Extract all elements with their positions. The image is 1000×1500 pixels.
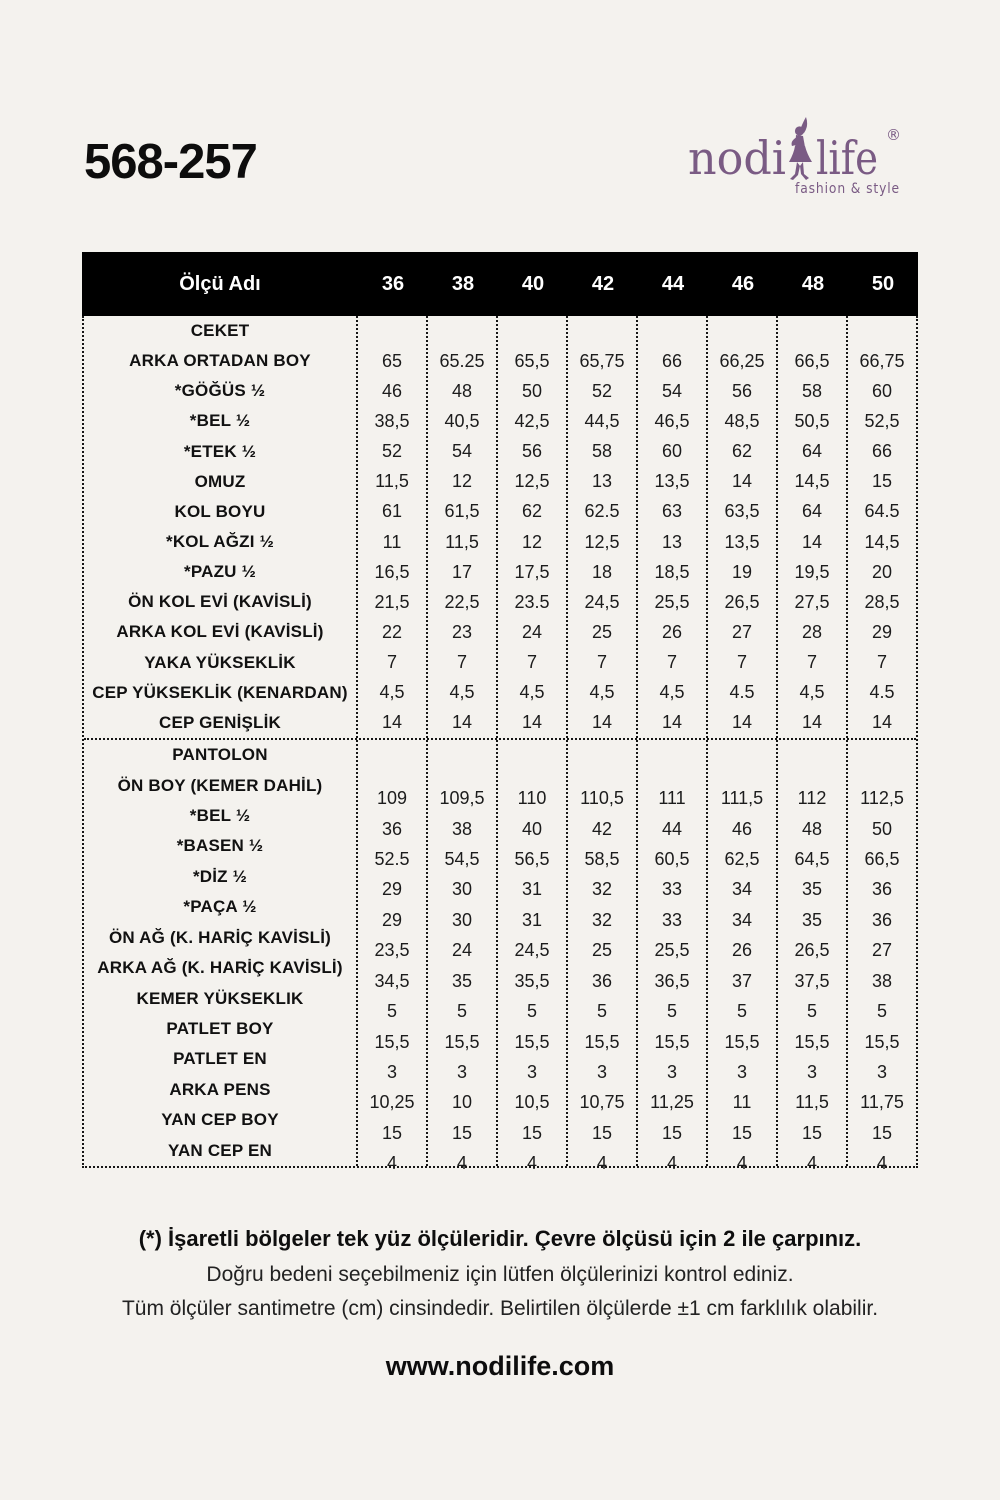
size-value-cell: 7 — [876, 652, 887, 673]
size-value-cell: 4,5 — [659, 682, 685, 703]
row-label: YAN CEP EN — [167, 1140, 273, 1160]
size-value-cell: 25,5 — [654, 591, 690, 612]
table-section-ceket — [84, 316, 916, 738]
table-section-pantolon — [84, 738, 916, 1174]
row-label: OMUZ — [194, 471, 246, 491]
logo-tagline: fashion & style — [795, 181, 900, 197]
size-value-cell: 17,5 — [514, 561, 550, 582]
size-value-cell: 5 — [526, 1001, 537, 1022]
size-value-cell: 42,5 — [514, 410, 550, 431]
size-column-48 — [776, 316, 846, 738]
size-value-cell: 56 — [521, 441, 543, 462]
size-column-42 — [566, 740, 636, 1174]
row-label: ARKA AĞ (K. HARİÇ KAVİSLİ) — [97, 958, 343, 978]
size-value-cell: 5 — [666, 1001, 677, 1022]
size-column-38 — [426, 740, 496, 1174]
size-value-cell: 15,5 — [444, 1031, 480, 1052]
size-value-cell: 17 — [451, 561, 473, 582]
size-value-cell: 15,5 — [584, 1031, 620, 1052]
row-label: YAN CEP BOY — [161, 1110, 279, 1130]
size-value-cell: 11,5 — [795, 1092, 829, 1113]
size-value-cell: 7 — [386, 652, 397, 673]
size-value-cell: 11,75 — [860, 1092, 904, 1113]
row-label: *BEL ½ — [189, 806, 251, 826]
size-value-cell: 36 — [871, 909, 893, 930]
size-value-cell: 42 — [591, 818, 613, 839]
size-value-cell: 13,5 — [724, 531, 760, 552]
size-value-cell: 110 — [517, 788, 547, 809]
size-column-40 — [496, 316, 566, 738]
size-value-cell: 7 — [526, 652, 537, 673]
measure-name-column — [84, 740, 356, 1166]
footnote-asterisk: (*) İşaretli bölgeler tek yüz ölçüleridir. Çevre ölçüsü için 2 ile çarpınız. — [138, 1226, 862, 1251]
size-value-cell: 35,5 — [514, 970, 550, 991]
size-value-cell: 25 — [591, 621, 613, 642]
size-value-cell: 52.5 — [374, 848, 410, 869]
size-value-cell: 10 — [451, 1092, 473, 1113]
size-value-cell: 7 — [806, 652, 817, 673]
size-value-cell — [358, 316, 426, 346]
size-value-cell: 64 — [801, 501, 823, 522]
size-value-cell: 56 — [731, 380, 753, 401]
size-value-cell: 66,5 — [864, 848, 900, 869]
size-value-cell: 4 — [736, 1153, 747, 1174]
size-column-48 — [776, 740, 846, 1174]
size-value-cell: 7 — [666, 652, 677, 673]
size-value-cell: 65 — [381, 350, 403, 371]
size-value-cell — [638, 316, 706, 346]
size-value-cell: 14 — [591, 712, 613, 733]
size-value-cell — [708, 753, 776, 783]
size-value-cell: 18 — [591, 561, 613, 582]
size-column-44 — [636, 316, 706, 738]
size-value-cell: 3 — [526, 1061, 537, 1082]
size-value-cell: 14 — [661, 712, 683, 733]
size-value-cell: 10,75 — [579, 1092, 625, 1113]
size-value-cell: 14,5 — [864, 531, 900, 552]
size-value-cell: 46 — [731, 818, 753, 839]
size-value-cell: 14 — [801, 531, 823, 552]
footer-notes — [0, 1226, 1000, 1382]
size-column-44 — [636, 740, 706, 1174]
size-value-cell: 4.5 — [869, 682, 895, 703]
size-column-42 — [566, 316, 636, 738]
size-value-cell: 4.5 — [729, 682, 755, 703]
row-label: PATLET EN — [173, 1049, 267, 1069]
size-value-cell: 15 — [591, 1122, 613, 1143]
size-column-header: 44 — [661, 272, 685, 295]
row-label: ÖN BOY (KEMER DAHİL) — [117, 775, 323, 795]
size-value-cell: 37 — [731, 970, 753, 991]
size-value-cell: 66,25 — [719, 350, 765, 371]
size-value-cell: 40 — [521, 818, 543, 839]
size-value-cell: 15 — [661, 1122, 683, 1143]
size-value-cell — [568, 316, 636, 346]
size-value-cell: 26,5 — [724, 591, 760, 612]
size-column-46 — [706, 316, 776, 738]
row-label: KEMER YÜKSEKLIK — [136, 988, 304, 1008]
size-value-cell: 12,5 — [514, 471, 550, 492]
woman-silhouette-icon — [789, 117, 812, 180]
size-value-cell: 34 — [731, 909, 753, 930]
size-value-cell: 26,5 — [794, 940, 830, 961]
size-value-cell: 25,5 — [654, 940, 690, 961]
size-value-cell: 4 — [386, 1153, 397, 1174]
size-value-cell: 13 — [591, 471, 613, 492]
size-value-cell: 38 — [871, 970, 893, 991]
size-value-cell: 3 — [386, 1061, 397, 1082]
size-value-cell: 19 — [731, 561, 753, 582]
size-value-cell: 26 — [661, 621, 683, 642]
row-label: YAKA YÜKSEKLİK — [144, 652, 296, 672]
size-value-cell: 50 — [521, 380, 543, 401]
size-value-cell: 54,5 — [444, 848, 480, 869]
size-value-cell: 61 — [381, 501, 403, 522]
size-column-header: 50 — [871, 272, 895, 295]
row-label: *KOL AĞZI ½ — [166, 532, 274, 552]
row-label: KOL BOYU — [174, 501, 266, 521]
size-value-cell: 14 — [451, 712, 473, 733]
size-value-cell: 5 — [806, 1001, 817, 1022]
row-label: PATLET BOY — [166, 1019, 274, 1039]
measure-name-column — [84, 316, 356, 738]
size-value-cell: 26 — [731, 940, 753, 961]
size-column-header: 36 — [381, 272, 405, 295]
logo-text-life: life — [816, 131, 878, 185]
section-title: CEKET — [190, 321, 250, 341]
footnote-size-check: Doğru bedeni seçebilmeniz için lütfen ölçülerinizi kontrol ediniz. — [206, 1263, 794, 1286]
size-value-cell: 19,5 — [794, 561, 830, 582]
size-value-cell: 4,5 — [449, 682, 475, 703]
size-value-cell: 44,5 — [584, 410, 620, 431]
size-value-cell — [848, 316, 916, 346]
size-column-header: 38 — [451, 272, 475, 295]
size-value-cell: 7 — [736, 652, 747, 673]
size-value-cell: 10,25 — [369, 1092, 415, 1113]
size-value-cell: 15,5 — [654, 1031, 690, 1052]
size-value-cell: 23 — [451, 621, 473, 642]
size-value-cell: 4,5 — [379, 682, 405, 703]
row-label: ARKA ORTADAN BOY — [129, 351, 311, 371]
size-value-cell — [428, 753, 496, 783]
size-column-header: 48 — [801, 272, 825, 295]
size-value-cell: 15,5 — [864, 1031, 900, 1052]
size-value-cell: 58 — [801, 380, 823, 401]
size-value-cell: 30 — [451, 909, 473, 930]
size-value-cell: 48 — [451, 380, 473, 401]
size-value-cell: 15,5 — [514, 1031, 550, 1052]
size-value-cell: 25 — [591, 940, 613, 961]
row-label: ÖN KOL EVİ (KAVİSLİ) — [128, 592, 312, 612]
size-value-cell: 32 — [591, 879, 613, 900]
logo-text-nodi: nodi — [688, 131, 786, 185]
size-value-cell: 36 — [871, 879, 893, 900]
size-value-cell: 31 — [521, 879, 543, 900]
size-value-cell: 22 — [381, 621, 403, 642]
size-value-cell: 15,5 — [724, 1031, 760, 1052]
row-label: ÖN AĞ (K. HARİÇ KAVİSLİ) — [108, 927, 331, 947]
size-value-cell: 24,5 — [584, 591, 620, 612]
size-column-38 — [426, 316, 496, 738]
size-value-cell: 66,5 — [794, 350, 830, 371]
size-value-cell: 27,5 — [794, 591, 830, 612]
size-value-cell: 60,5 — [654, 848, 690, 869]
size-value-cell: 14 — [731, 712, 753, 733]
size-value-cell: 22,5 — [444, 591, 480, 612]
size-value-cell: 3 — [876, 1061, 887, 1082]
size-value-cell: 14,5 — [794, 471, 830, 492]
size-value-cell: 3 — [736, 1061, 747, 1082]
size-value-cell: 38,5 — [374, 410, 410, 431]
size-value-cell: 65,5 — [514, 350, 550, 371]
size-value-cell: 15 — [871, 471, 893, 492]
size-value-cell: 52 — [591, 380, 613, 401]
size-value-cell: 36,5 — [654, 970, 690, 991]
size-value-cell: 5 — [736, 1001, 747, 1022]
size-column-36 — [356, 740, 426, 1174]
size-value-cell: 50,5 — [794, 410, 830, 431]
footnote-cm-tolerance: Tüm ölçüler santimetre (cm) cinsindedir. Belirtilen ölçülerde ±1 cm farklılık olabilir. — [121, 1297, 879, 1320]
size-value-cell: 4 — [806, 1153, 817, 1174]
size-value-cell: 34 — [731, 879, 753, 900]
size-value-cell: 20 — [871, 561, 893, 582]
size-value-cell: 110,5 — [580, 788, 624, 809]
size-value-cell: 46,5 — [654, 410, 690, 431]
size-value-cell — [498, 316, 566, 346]
size-value-cell: 111,5 — [720, 788, 764, 809]
size-value-cell: 52 — [381, 441, 403, 462]
size-value-cell: 11,5 — [375, 471, 409, 492]
size-column-40 — [496, 740, 566, 1174]
size-value-cell: 30 — [451, 879, 473, 900]
row-label: ARKA KOL EVİ (KAVİSLİ) — [116, 622, 324, 642]
size-value-cell: 48 — [801, 818, 823, 839]
size-value-cell: 3 — [596, 1061, 607, 1082]
size-value-cell: 15 — [801, 1122, 823, 1143]
size-value-cell: 31 — [521, 909, 543, 930]
size-value-cell: 66,75 — [859, 350, 905, 371]
size-value-cell: 64,5 — [794, 848, 830, 869]
size-value-cell: 4 — [666, 1153, 677, 1174]
size-value-cell: 54 — [451, 441, 473, 462]
size-value-cell: 13,5 — [654, 471, 690, 492]
table-body — [82, 316, 918, 1174]
size-value-cell: 12,5 — [584, 531, 620, 552]
size-value-cell: 7 — [596, 652, 607, 673]
size-value-cell: 4 — [876, 1153, 887, 1174]
size-value-cell — [498, 753, 566, 783]
size-value-cell: 11 — [382, 531, 402, 552]
size-value-cell: 27 — [871, 940, 893, 961]
size-value-cell: 5 — [386, 1001, 397, 1022]
size-value-cell: 4,5 — [799, 682, 825, 703]
size-value-cell: 40,5 — [444, 410, 480, 431]
column-header-measure-name: Ölçü Adı — [179, 272, 261, 295]
size-value-cell: 35 — [451, 970, 473, 991]
size-value-cell: 109 — [376, 788, 408, 809]
size-value-cell: 61,5 — [444, 501, 480, 522]
size-value-cell: 64 — [801, 441, 823, 462]
size-value-cell: 14 — [871, 712, 893, 733]
size-value-cell: 60 — [871, 380, 893, 401]
size-value-cell: 4,5 — [589, 682, 615, 703]
size-value-cell: 50 — [871, 818, 893, 839]
table-header-row — [82, 252, 918, 316]
size-value-cell — [568, 753, 636, 783]
size-value-cell: 60 — [661, 441, 683, 462]
size-value-cell: 48,5 — [724, 410, 760, 431]
size-value-cell: 14 — [731, 471, 753, 492]
row-label: *ETEK ½ — [183, 441, 257, 461]
size-value-cell: 5 — [876, 1001, 887, 1022]
size-value-cell — [848, 753, 916, 783]
size-value-cell: 4 — [456, 1153, 467, 1174]
size-column-header: 46 — [731, 272, 755, 295]
size-value-cell: 109,5 — [439, 788, 485, 809]
size-value-cell: 23,5 — [374, 940, 410, 961]
row-label: ARKA PENS — [169, 1079, 271, 1099]
size-value-cell: 24 — [451, 940, 473, 961]
registered-trademark-icon: ® — [886, 126, 901, 144]
size-value-cell: 11 — [732, 1092, 752, 1113]
size-value-cell: 54 — [661, 380, 683, 401]
size-value-cell: 15 — [731, 1122, 753, 1143]
size-value-cell: 44 — [661, 818, 683, 839]
size-value-cell: 15 — [381, 1122, 403, 1143]
size-value-cell: 33 — [661, 909, 683, 930]
size-value-cell: 32 — [591, 909, 613, 930]
size-value-cell: 24,5 — [514, 940, 550, 961]
size-value-cell: 29 — [381, 879, 403, 900]
size-value-cell: 15,5 — [374, 1031, 410, 1052]
size-value-cell: 4 — [596, 1153, 607, 1174]
section-title: PANTOLON — [172, 745, 268, 765]
size-value-cell: 4 — [526, 1153, 537, 1174]
brand-logo — [688, 116, 918, 203]
size-value-cell: 35 — [801, 909, 823, 930]
size-value-cell: 36 — [381, 818, 403, 839]
size-value-cell: 63,5 — [724, 501, 760, 522]
size-value-cell: 112,5 — [860, 788, 904, 809]
size-value-cell: 64.5 — [864, 501, 900, 522]
size-value-cell: 14 — [521, 712, 543, 733]
size-value-cell: 27 — [731, 621, 753, 642]
website-url: www.nodilife.com — [385, 1351, 615, 1381]
size-value-cell: 58,5 — [584, 848, 620, 869]
size-value-cell: 5 — [456, 1001, 467, 1022]
size-value-cell: 14 — [801, 712, 823, 733]
size-headers — [358, 273, 918, 296]
size-column-50 — [846, 740, 916, 1174]
size-value-cell: 15 — [451, 1122, 473, 1143]
size-value-cell: 36 — [591, 970, 613, 991]
size-value-cell: 7 — [456, 652, 467, 673]
size-value-cell: 10,5 — [514, 1092, 550, 1113]
size-value-cell: 11,5 — [445, 531, 479, 552]
size-value-cell — [638, 753, 706, 783]
size-value-cell — [358, 753, 426, 783]
size-value-cell: 62 — [731, 441, 753, 462]
size-value-cell: 62.5 — [584, 501, 620, 522]
size-value-cell: 56,5 — [514, 848, 550, 869]
size-value-cell: 52,5 — [864, 410, 900, 431]
size-value-cell: 37,5 — [794, 970, 830, 991]
size-value-cell: 38 — [451, 818, 473, 839]
size-value-cell: 13 — [661, 531, 683, 552]
size-value-cell: 18,5 — [654, 561, 690, 582]
product-code: 568-257 — [84, 135, 257, 189]
size-value-cell: 16,5 — [374, 561, 410, 582]
size-value-cell: 65,75 — [579, 350, 625, 371]
size-value-cell: 4,5 — [519, 682, 545, 703]
size-column-46 — [706, 740, 776, 1174]
size-value-cell: 63 — [661, 501, 683, 522]
row-label: CEP GENİŞLİK — [158, 712, 282, 732]
size-value-cell: 111 — [658, 788, 686, 809]
size-value-cell: 23.5 — [514, 591, 550, 612]
size-value-cell: 34,5 — [374, 970, 410, 991]
size-value-cell: 12 — [521, 531, 543, 552]
size-column-50 — [846, 316, 916, 738]
size-value-cell: 33 — [661, 879, 683, 900]
size-value-cell: 66 — [871, 441, 893, 462]
size-value-cell: 24 — [521, 621, 543, 642]
size-value-cell — [708, 316, 776, 346]
size-value-cell: 3 — [456, 1061, 467, 1082]
size-table — [82, 252, 918, 1174]
size-value-cell: 112 — [797, 788, 827, 809]
row-label: *BASEN ½ — [176, 836, 264, 856]
row-label: *GÖĞÜS ½ — [174, 381, 266, 401]
size-value-cell: 28 — [801, 621, 823, 642]
row-label: *DİZ ½ — [192, 866, 248, 886]
row-label: *PAÇA ½ — [183, 897, 257, 917]
size-value-cell: 21,5 — [374, 591, 410, 612]
size-value-cell: 12 — [451, 471, 473, 492]
size-column-36 — [356, 316, 426, 738]
size-value-cell: 29 — [871, 621, 893, 642]
size-column-header: 40 — [521, 272, 545, 295]
size-value-cell: 29 — [381, 909, 403, 930]
size-value-cell — [778, 316, 846, 346]
brand-logo-graphic — [688, 116, 918, 198]
size-value-cell: 5 — [596, 1001, 607, 1022]
size-value-cell: 15,5 — [794, 1031, 830, 1052]
size-value-cell: 3 — [666, 1061, 677, 1082]
size-value-cell — [428, 316, 496, 346]
size-value-cell: 66 — [661, 350, 683, 371]
row-label: *BEL ½ — [189, 411, 251, 431]
size-value-cell: 28,5 — [864, 591, 900, 612]
size-value-cell: 14 — [381, 712, 403, 733]
row-label: *PAZU ½ — [184, 562, 256, 582]
size-value-cell: 58 — [591, 441, 613, 462]
size-value-cell: 62 — [521, 501, 543, 522]
size-value-cell: 46 — [381, 380, 403, 401]
size-value-cell: 35 — [801, 879, 823, 900]
row-label: CEP YÜKSEKLİK (KENARDAN) — [92, 682, 348, 702]
size-value-cell: 3 — [806, 1061, 817, 1082]
size-column-header: 42 — [591, 272, 615, 295]
size-value-cell: 62,5 — [724, 848, 760, 869]
size-value-cell: 65.25 — [439, 350, 485, 371]
size-value-cell: 15 — [521, 1122, 543, 1143]
size-value-cell — [778, 753, 846, 783]
size-value-cell: 15 — [871, 1122, 893, 1143]
size-value-cell: 11,25 — [650, 1092, 694, 1113]
